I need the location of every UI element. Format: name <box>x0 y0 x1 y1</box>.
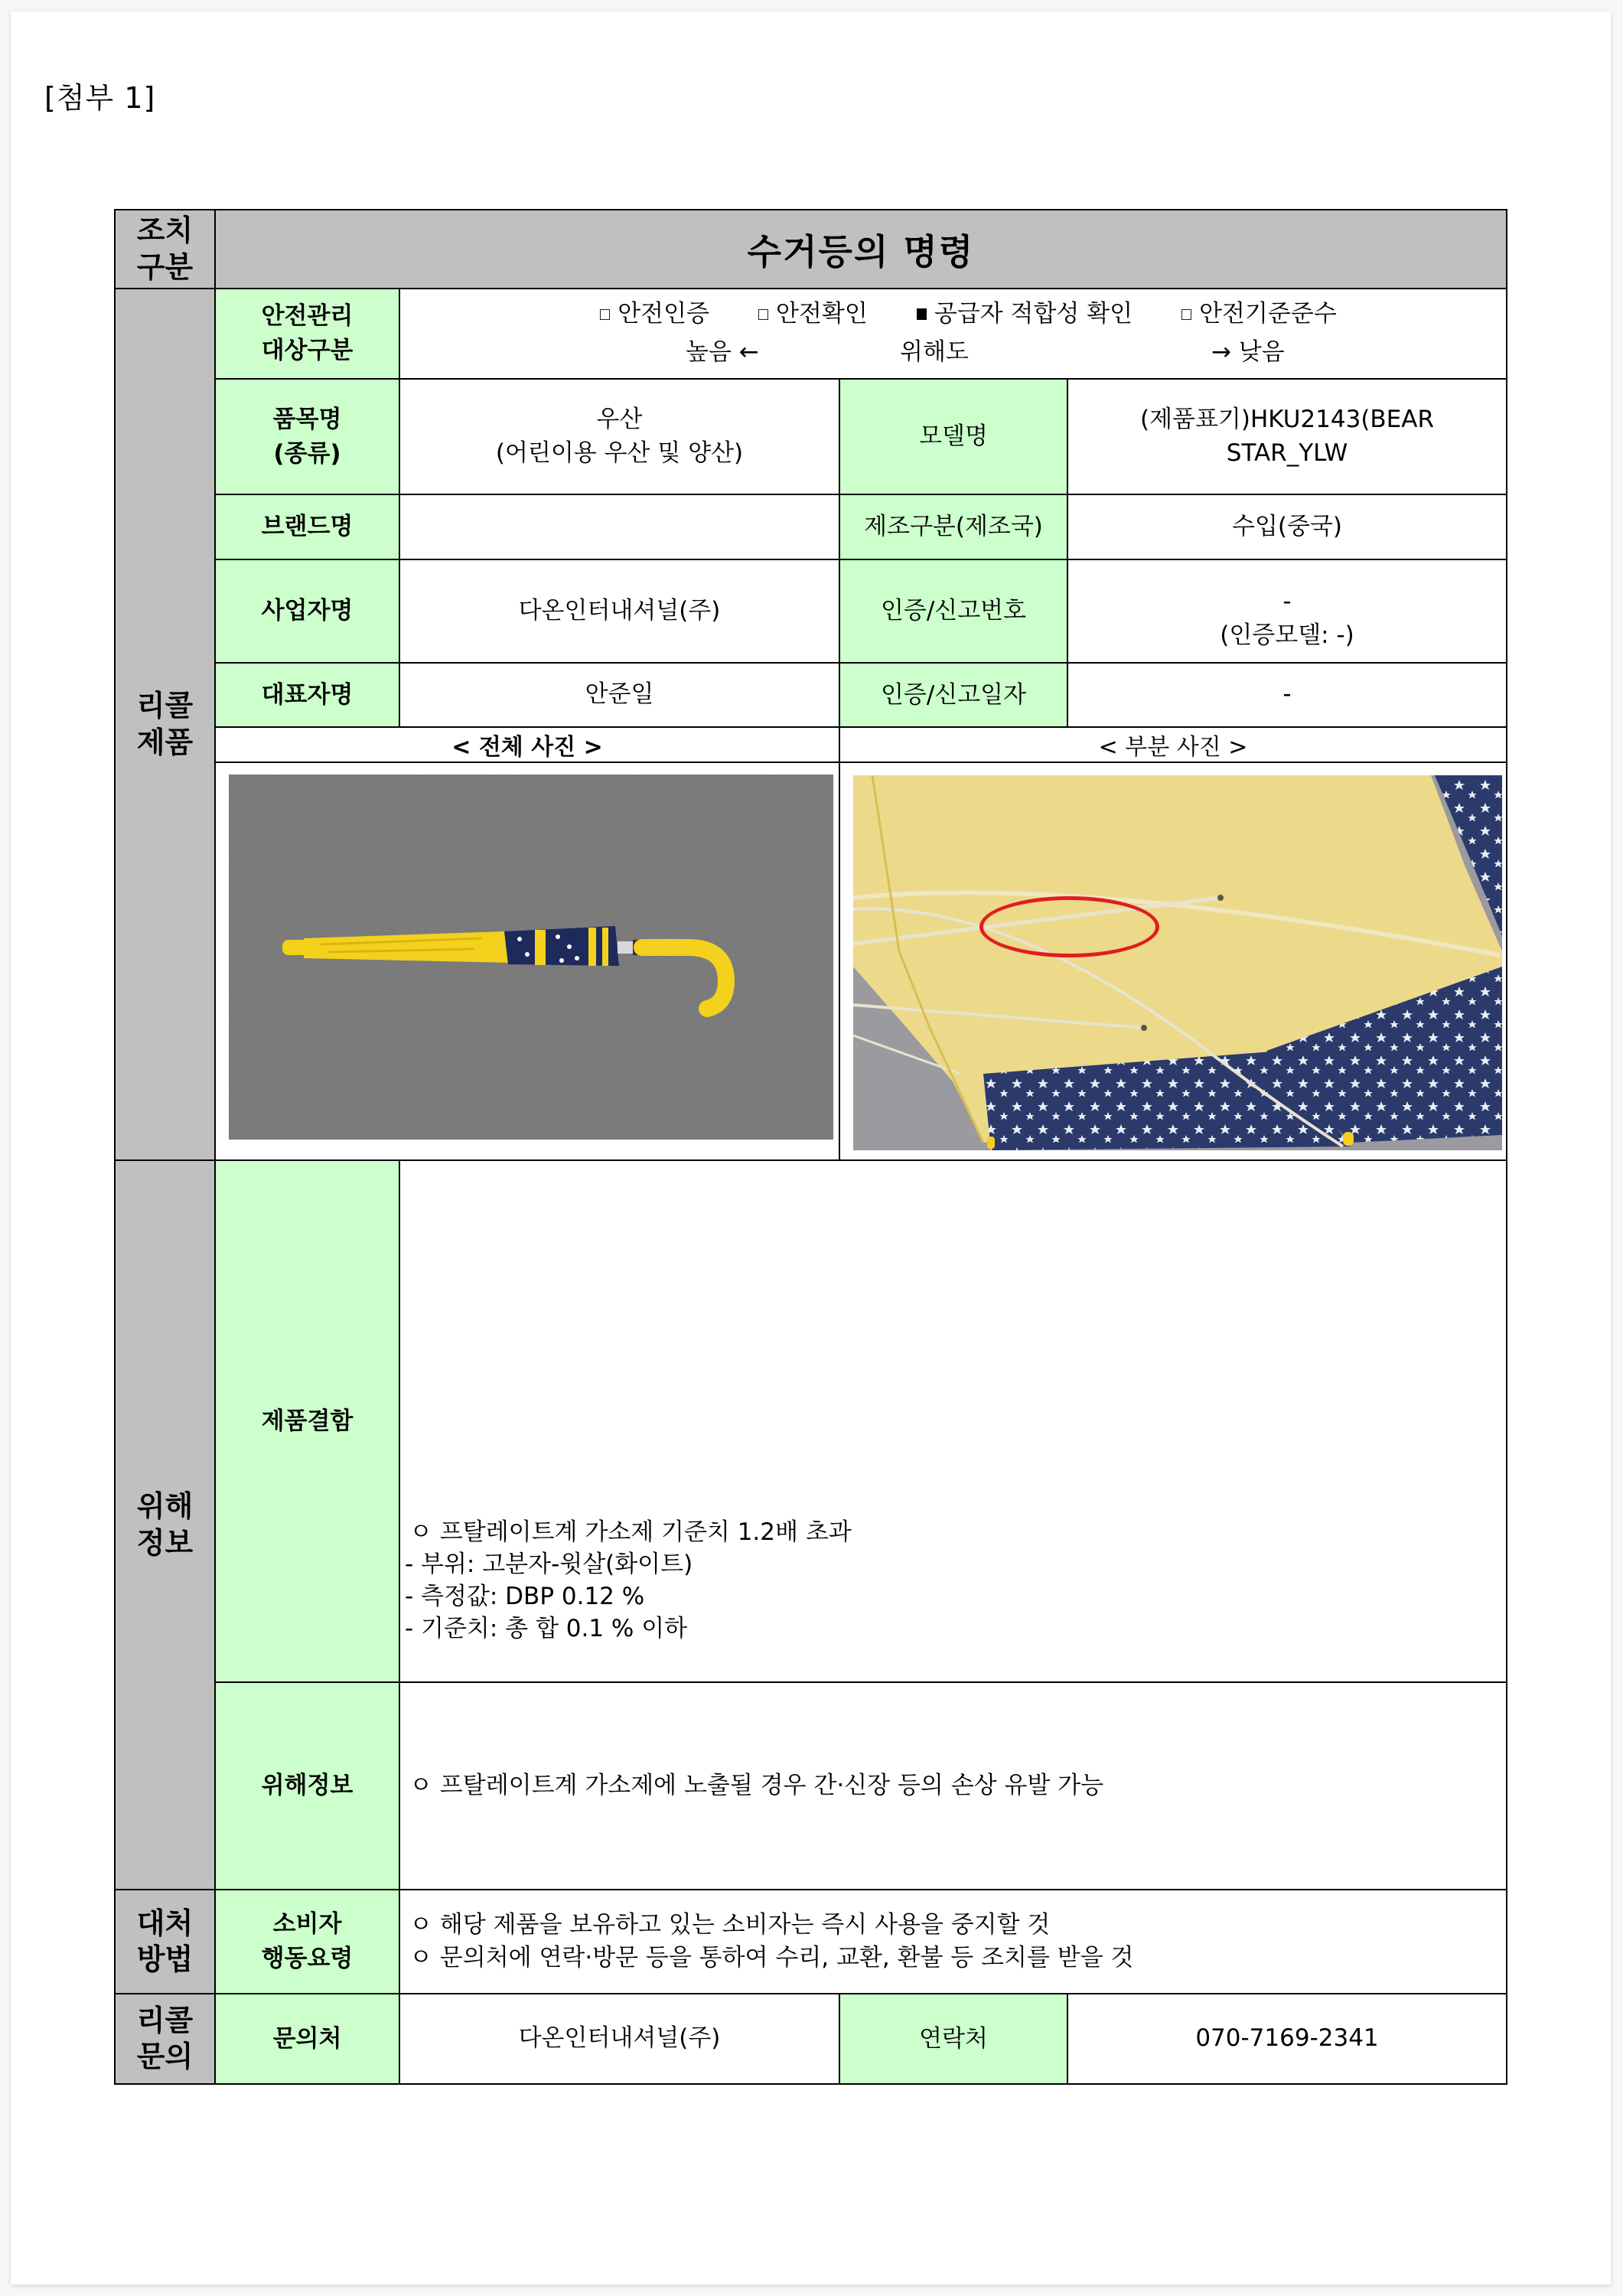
hazard-scale-high: 높음 ← <box>686 338 759 366</box>
phone-value-cell <box>1067 1993 1507 2085</box>
consumer-action-label-line2: 행동요령 <box>261 1945 354 1972</box>
cert-date-label: 인증/신고일자 <box>880 680 1027 709</box>
option-safety-standard[interactable] <box>1181 298 1337 331</box>
response-section-label <box>114 1889 216 1994</box>
manufacture-type-label: 제조구분(제조국) <box>864 513 1043 541</box>
option-label: 안전인증 <box>618 300 710 328</box>
defect-label-cell <box>214 1159 400 1683</box>
response-label-line2: 방법 <box>136 1942 194 1976</box>
hazard-detail-cell <box>399 1681 1507 1890</box>
option-label: 안전확인 <box>776 300 868 328</box>
hazard-scale-low: → 낮음 <box>1211 338 1285 366</box>
hazard-info-label-line1: 위해 <box>136 1489 194 1523</box>
full-product-photo <box>229 775 833 1140</box>
checkbox-empty-icon <box>758 309 768 320</box>
cert-number-value-line2: (인증모델: -) <box>1220 621 1354 649</box>
brand-name-value-cell <box>399 494 840 560</box>
manufacture-type-value-cell <box>1067 494 1507 560</box>
representative-label: 대표자명 <box>261 680 354 709</box>
full-photo-caption-cell <box>214 726 840 763</box>
option-label: 공급자 적합성 확인 <box>934 300 1133 328</box>
defect-detail-cell <box>399 1159 1507 1683</box>
hazard-info-section-label <box>114 1159 216 1890</box>
defect-highlight-circle <box>979 896 1159 957</box>
model-name-value-cell <box>1067 378 1507 495</box>
cert-date-value-cell <box>1067 662 1507 728</box>
item-name-value-line1: 우산 <box>596 406 643 434</box>
hazard-label-cell <box>214 1681 400 1890</box>
safety-target-label-line1: 안전관리 <box>261 302 354 331</box>
recall-inquiry-section-label <box>114 1993 216 2085</box>
recall-product-section-label <box>114 288 216 1161</box>
hazard-scale-middle: 위해도 <box>900 338 969 366</box>
checkbox-checked-icon <box>917 308 927 320</box>
brand-name-label-cell <box>214 494 400 560</box>
representative-value: 안준일 <box>585 680 654 709</box>
business-name-value: 다온인터내셔널(주) <box>518 596 721 625</box>
recall-inquiry-label-line1: 리콜 <box>136 2003 194 2037</box>
model-name-label-cell <box>839 378 1068 495</box>
hazard-scale <box>400 336 1506 370</box>
attachment-label: [첨부 1] <box>44 81 156 115</box>
contact-point-label-cell <box>214 1993 400 2085</box>
contact-point-value-cell <box>399 1993 840 2085</box>
cert-number-value-cell <box>1067 559 1507 664</box>
hazard-detail-text: ㅇ 프탈레이트계 가소제에 노출될 경우 간·신장 등의 손상 유발 가능 <box>409 1771 1104 1799</box>
response-label-line1: 대처 <box>136 1906 194 1940</box>
option-safety-confirmation[interactable] <box>758 298 868 331</box>
checkbox-empty-icon <box>1181 309 1191 320</box>
safety-target-label-cell <box>214 288 400 380</box>
consumer-action-line2: ㅇ 문의처에 연락·방문 등을 통하여 수리, 교환, 환불 등 조치를 받을 것 <box>409 1944 1134 1971</box>
action-type-label-line2: 구분 <box>136 249 194 284</box>
option-safety-certification[interactable] <box>600 298 709 331</box>
partial-photo-caption: < 부분 사진 > <box>1098 734 1248 761</box>
manufacture-type-label-cell <box>839 494 1068 560</box>
consumer-action-label-cell <box>214 1889 400 1994</box>
hazard-info-label-line2: 정보 <box>136 1525 194 1560</box>
consumer-action-line1: ㅇ 해당 제품을 보유하고 있는 소비자는 즉시 사용을 중지할 것 <box>409 1910 1051 1939</box>
hazard-label: 위해정보 <box>261 1772 354 1800</box>
option-label: 안전기준준수 <box>1199 300 1337 328</box>
defect-line-standard: - 기준치: 총 합 0.1 % 이하 <box>405 1614 688 1642</box>
phone-label: 연락처 <box>919 2024 988 2053</box>
action-title: 수거등의 명령 <box>747 230 975 272</box>
model-name-value-line1: (제품표기)HKU2143(BEAR <box>1139 406 1435 434</box>
cert-date-label-cell <box>839 662 1068 728</box>
defect-line-summary: ㅇ 프탈레이트계 가소제 기준치 1.2배 초과 <box>409 1518 852 1546</box>
cert-number-value-line1: - <box>1282 588 1292 616</box>
item-name-value-cell <box>399 378 840 495</box>
contact-point-label: 문의처 <box>272 2024 342 2053</box>
manufacture-type-value: 수입(중국) <box>1232 512 1342 540</box>
brand-name-label: 브랜드명 <box>261 513 354 541</box>
representative-value-cell <box>399 662 840 728</box>
checkbox-empty-icon <box>600 309 610 320</box>
recall-product-label-line2: 제품 <box>136 725 194 759</box>
partial-photo-caption-cell <box>839 726 1507 763</box>
defect-line-measured: - 측정값: DBP 0.12 % <box>405 1582 645 1610</box>
consumer-action-detail-cell <box>399 1889 1507 1994</box>
safety-target-options-cell <box>399 288 1507 380</box>
item-name-value-line2: (어린이용 우산 및 양산) <box>495 439 744 467</box>
defect-line-part: - 부위: 고분자-윗살(화이트) <box>405 1550 693 1578</box>
business-name-value-cell <box>399 559 840 664</box>
item-name-label-cell <box>214 378 400 495</box>
full-photo-caption: < 전체 사진 > <box>451 734 603 761</box>
model-name-value-line2: STAR_YLW <box>1226 439 1348 467</box>
representative-label-cell <box>214 662 400 728</box>
action-type-label-line1: 조치 <box>136 214 194 247</box>
cert-number-label: 인증/신고번호 <box>880 597 1027 625</box>
option-supplier-conformity[interactable] <box>917 298 1133 331</box>
phone-label-cell <box>839 1993 1068 2085</box>
phone-value[interactable]: 070-7169-2341 <box>1195 2024 1379 2053</box>
recall-inquiry-label-line2: 문의 <box>136 2040 194 2073</box>
defect-label: 제품결함 <box>261 1407 354 1435</box>
recall-product-label-line1: 리콜 <box>136 689 194 722</box>
model-name-label: 모델명 <box>919 422 988 451</box>
recall-table <box>114 209 1507 2085</box>
safety-target-label-line2: 대상구분 <box>261 337 354 364</box>
action-type-label-cell <box>114 209 216 289</box>
cert-date-value: - <box>1282 680 1292 709</box>
business-name-label: 사업자명 <box>261 597 354 625</box>
partial-product-photo <box>853 775 1502 1150</box>
contact-point-value: 다온인터내셔널(주) <box>518 2024 721 2053</box>
cert-number-label-cell <box>839 559 1068 664</box>
consumer-action-label-line1: 소비자 <box>272 1910 342 1939</box>
item-name-label-line2: (종류) <box>273 439 341 468</box>
document-page <box>11 11 1611 2285</box>
item-name-label-line1: 품목명 <box>272 405 342 433</box>
action-title-cell <box>214 209 1507 289</box>
business-name-label-cell <box>214 559 400 664</box>
